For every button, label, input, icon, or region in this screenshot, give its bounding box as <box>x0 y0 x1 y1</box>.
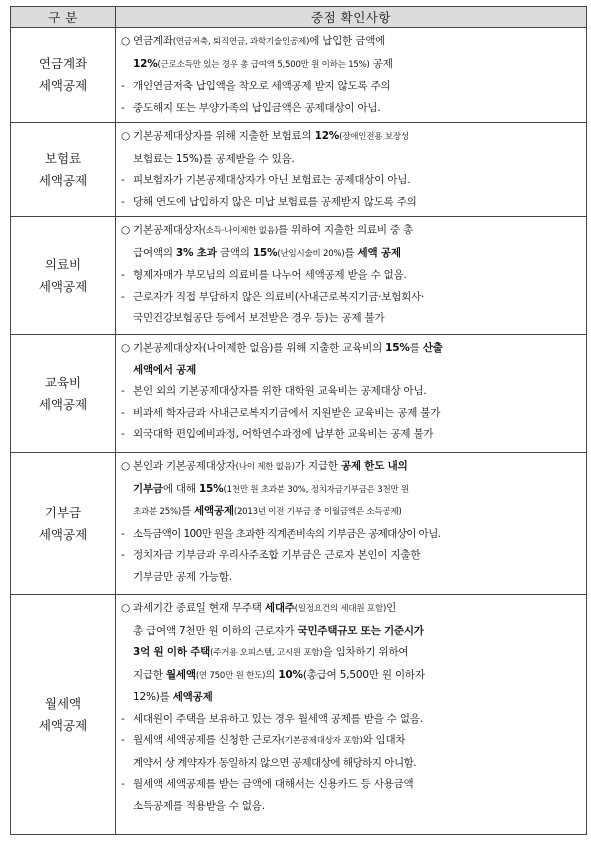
category-line: 세액공제 <box>38 396 88 412</box>
text-small: 초과분 25%) <box>133 507 181 517</box>
row-description <box>116 217 587 335</box>
text-bold: 15% <box>198 482 224 495</box>
row-category <box>11 335 116 453</box>
dash-mark: - <box>121 712 125 725</box>
dash-text: 비과세 학자금과 사내근로복지기금에서 지원받은 교육비는 공제 불가 <box>133 406 441 419</box>
text: 정치자금 기부금과 우리사주조합 기부금은 근로자 본인이 지출한 <box>133 549 421 561</box>
text-small: (2013년 이전 기부금 중 이월금액은 소득공제) <box>233 507 402 517</box>
bullet-text <box>133 456 582 524</box>
row-category <box>11 595 116 835</box>
text: (총급여 5,500만 원 이하자 <box>302 668 425 681</box>
dash-text: 세대원이 주택을 보유하고 있는 경우 월세액 공제를 받을 수 없음. <box>133 712 423 725</box>
header-category: 구 분 <box>11 7 116 28</box>
bullet-text <box>133 31 582 76</box>
text: 총 급여액 7천만 원 이하의 근로자가 <box>133 624 298 637</box>
category-line: 보험료 <box>44 150 82 166</box>
text: 와 임대차 <box>362 734 406 746</box>
text-small: (소득·나이제한 없음) <box>202 226 278 236</box>
text: 기본공제대상자 <box>133 224 203 236</box>
dash-text: 중도해지 또는 부양가족의 납입금액은 공제대상이 아님. <box>133 101 381 114</box>
dash-line <box>121 287 582 330</box>
text: 월세액 세액공제를 받는 금액에 대해서는 신용카드 등 사용금액 <box>133 778 414 790</box>
text: 를 <box>159 691 173 703</box>
text: 기본공제대상자를 위해 지출한 보험료의 <box>133 130 315 142</box>
dash-text <box>133 730 582 774</box>
text-bold: 3억 원 이하 주택 <box>133 646 211 658</box>
table-row <box>11 28 587 123</box>
text: 급여액의 <box>133 246 176 259</box>
text-small: (1천만 원 초과분 30%, 정치자금기부금은 3천만 원 <box>223 484 410 495</box>
text-bold: 세대주 <box>264 602 295 614</box>
dash-line <box>121 524 582 546</box>
bullet-text <box>133 220 582 265</box>
dash-line <box>121 545 582 588</box>
text-bold: 15% <box>385 342 410 354</box>
text: 12%) <box>133 691 160 703</box>
dash-text <box>133 545 582 588</box>
category-line: 세액공제 <box>38 172 88 188</box>
text-small: (나이 제한 없음) <box>235 462 295 472</box>
bullet-mark: ○ <box>121 460 130 472</box>
text-bold: 세액 공제 <box>357 246 401 259</box>
category-line: 기부금 <box>44 504 82 520</box>
bullet-text <box>133 338 582 381</box>
bullet-line <box>121 456 582 524</box>
category-line: 교육비 <box>44 374 82 390</box>
text: 소득공제를 적용받을 수 없음. <box>133 799 265 812</box>
text-small: (연금저축, 퇴직연금, 과학기술인공제) <box>172 37 310 47</box>
row-category <box>11 123 116 217</box>
text: 에 대해 <box>162 482 199 495</box>
dash-text <box>133 287 582 330</box>
category-line: 세액공제 <box>38 526 88 542</box>
row-category <box>11 217 116 335</box>
dash-line <box>121 192 582 214</box>
text-bold: 15% <box>252 246 278 259</box>
table-row <box>11 123 587 217</box>
dash-text: 소득금액이 100만 원을 초과한 직계존비속의 기부금은 공제대상이 아님. <box>133 527 441 540</box>
text-small: (연 750만 원 한도) <box>195 670 266 681</box>
text: 를 <box>409 342 423 354</box>
category-line: 세액공제 <box>38 278 88 294</box>
dash-mark: - <box>121 195 125 208</box>
text: 기부금만 공제 가능함. <box>133 570 232 583</box>
dash-line <box>121 98 582 120</box>
dash-text: 당해 연도에 납입하지 않은 미납 보험료를 공제받지 않도록 주의 <box>133 195 417 208</box>
text: 금액의 <box>216 246 253 259</box>
table-row <box>11 453 587 595</box>
bullet-line <box>121 31 582 76</box>
text: 가 지급한 <box>294 460 341 472</box>
text: 연금계좌 <box>133 35 173 47</box>
text: 지급한 <box>133 668 166 681</box>
dash-mark: - <box>121 406 125 419</box>
text: 보험료는 15%) <box>133 152 203 165</box>
bullet-mark: ○ <box>121 35 130 47</box>
dash-text: 피보험자가 기본공제대상자가 아닌 보험료는 공제대상이 아님. <box>133 174 411 186</box>
dash-text: 개인연금저축 납입액을 착오로 세액공제 받지 않도록 주의 <box>133 80 391 92</box>
bullet-line <box>121 220 582 265</box>
dash-mark: - <box>121 428 125 440</box>
text-small: (난임시술비 20%) <box>277 248 345 259</box>
dash-mark: - <box>121 549 125 561</box>
table-row <box>11 595 587 835</box>
bullet-line <box>121 598 582 709</box>
row-category <box>11 453 116 595</box>
dash-text: 본인 외의 기본공제대상자를 위한 대학원 교육비는 공제대상 아님. <box>133 385 427 397</box>
bullet-mark: ○ <box>121 224 130 236</box>
dash-line <box>121 774 582 817</box>
text: 의 <box>265 668 279 681</box>
text: 기본공제대상자(나이제한 없음)를 위해 지출한 교육비의 <box>133 342 386 354</box>
text: 공제 <box>369 57 393 70</box>
text: 를 공제받을 수 있음. <box>202 152 295 165</box>
tax-credit-table <box>10 6 587 835</box>
text: 월세액 세액공제를 신청한 근로자 <box>133 734 282 746</box>
dash-mark: - <box>121 290 125 303</box>
text: 과세기간 종료일 현재 무주택 <box>133 602 265 614</box>
dash-line <box>121 170 582 192</box>
text-bold: 산출 <box>422 342 443 354</box>
text: 인 <box>386 602 397 614</box>
dash-mark: - <box>121 174 125 186</box>
row-description <box>116 123 587 217</box>
dash-text <box>133 774 582 817</box>
text-bold: 3% 초과 <box>175 246 217 259</box>
row-description <box>116 335 587 453</box>
dash-line <box>121 265 582 287</box>
text-bold: 세액공제 <box>194 505 234 517</box>
text-bold: 12% <box>314 130 340 142</box>
category-line: 월세액 <box>44 695 82 711</box>
dash-line <box>121 730 582 774</box>
category-line: 세액공제 <box>38 717 88 733</box>
text: 를 <box>180 505 195 517</box>
header-checkpoints: 중점 확인사항 <box>116 7 587 28</box>
bullet-line <box>121 126 582 170</box>
category-line: 의료비 <box>44 256 82 272</box>
bullet-text <box>133 126 582 170</box>
text: 를 위하여 지출한 의료비 중 총 <box>277 224 413 236</box>
text-bold: 공제 한도 내의 <box>340 460 408 472</box>
text: 을 임차하기 위하여 <box>322 646 409 658</box>
text-small: (기본공제대상자 포함) <box>281 736 363 746</box>
text-bold: 국민주택규모 또는 기준시가 <box>297 624 424 637</box>
text-bold: 세액에서 공제 <box>133 363 197 376</box>
bullet-mark: ○ <box>121 342 130 354</box>
dash-mark: - <box>121 385 125 397</box>
dash-mark: - <box>121 527 125 540</box>
row-description <box>116 595 587 835</box>
table-row <box>11 335 587 453</box>
dash-text: 형제자매가 부모님의 의료비를 나누어 세액공제 받을 수 없음. <box>133 269 407 281</box>
table-header-row <box>11 7 587 28</box>
table-row <box>11 217 587 335</box>
text-small: (주거용 오피스텔, 고시원 포함) <box>210 648 323 658</box>
category-line: 세액공제 <box>38 78 88 93</box>
dash-text: 외국대학 편입예비과정, 어학연수과정에 납부한 교육비는 공제 불가 <box>133 428 434 440</box>
text: 국민건강보험공단 등에서 보전받은 경우 등)는 공제 불가 <box>133 312 385 324</box>
row-description <box>116 28 587 123</box>
dash-mark: - <box>121 80 125 92</box>
text-small: (일정요건의 세대원 포함) <box>294 604 387 614</box>
text: 근로자가 직접 부담하지 않은 의료비(사내근로복지기금·보험회사· <box>133 290 425 303</box>
dash-mark: - <box>121 734 125 746</box>
dash-line <box>121 709 582 731</box>
text: 에 납입한 금액에 <box>309 35 386 47</box>
dash-mark: - <box>121 778 125 790</box>
dash-line <box>121 403 582 425</box>
dash-line <box>121 424 582 446</box>
text-small: (근로소득만 있는 경우 총 급여액 5,500만 원 이하는 15%) <box>157 59 370 70</box>
dash-mark: - <box>121 101 125 114</box>
text-bold: 12% <box>133 57 158 70</box>
text-bold: 10% <box>278 668 303 681</box>
row-category <box>11 28 116 123</box>
row-description <box>116 453 587 595</box>
bullet-mark: ○ <box>121 130 130 142</box>
category-line: 연금계좌 <box>38 56 88 71</box>
text-bold: 세액공제 <box>172 691 213 703</box>
text-bold: 월세액 <box>165 668 196 681</box>
text-bold: 기부금 <box>133 482 163 495</box>
dash-line <box>121 76 582 98</box>
text: 본인과 기본공제대상자 <box>133 460 236 472</box>
text-small: (장애인전용 보장성 <box>339 132 409 142</box>
dash-line <box>121 381 582 403</box>
dash-mark: - <box>121 269 125 281</box>
bullet-mark: ○ <box>121 602 130 614</box>
text: 계약서 상 계약자가 동일하지 않으면 공제대상에 해당하지 아니함. <box>133 756 417 769</box>
bullet-line <box>121 338 582 381</box>
bullet-text <box>133 598 582 709</box>
text: 를 <box>344 246 358 259</box>
